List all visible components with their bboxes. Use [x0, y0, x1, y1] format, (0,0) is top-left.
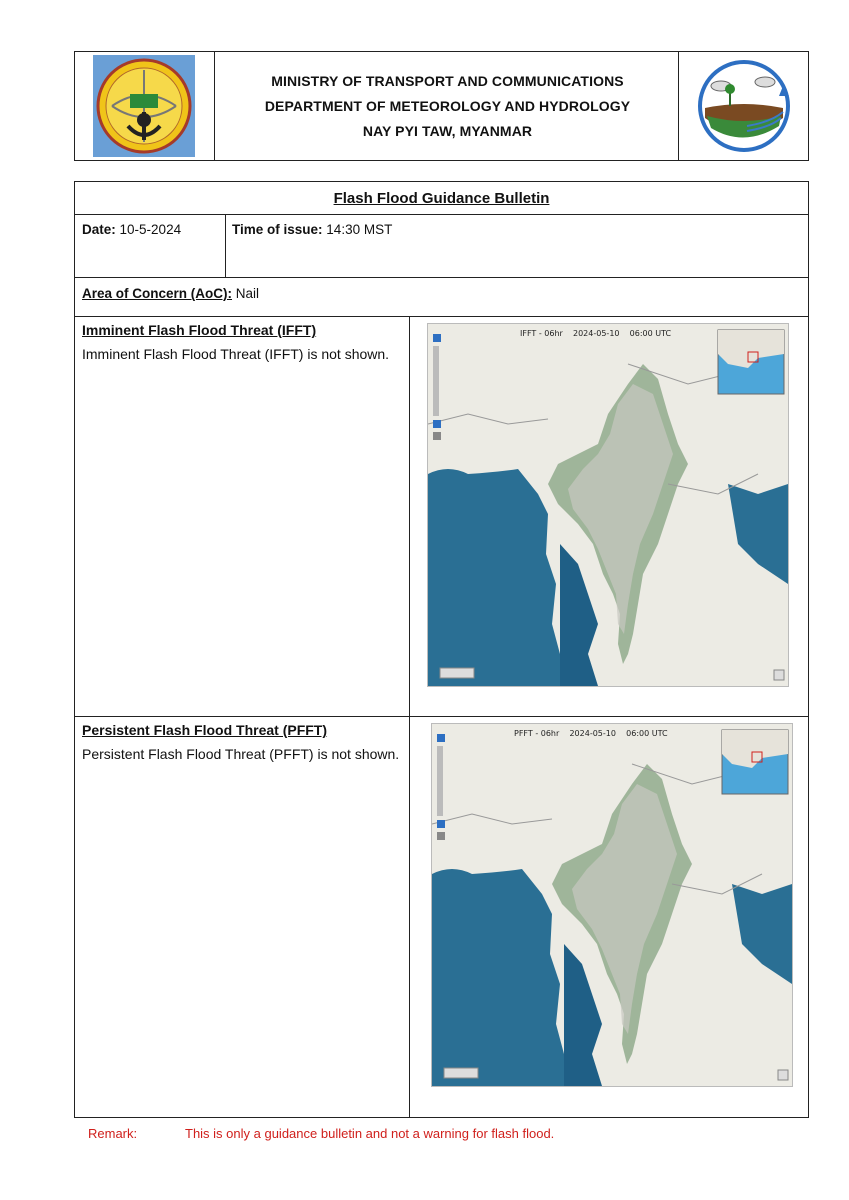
location-name: NAY PYI TAW, MYANMAR — [362, 122, 533, 139]
header-table — [74, 51, 809, 161]
ifft-map-time: 06:00 UTC — [629, 329, 672, 338]
pfft-map[interactable] — [431, 723, 793, 1087]
ministry-name: MINISTRY OF TRANSPORT AND COMMUNICATIONS — [271, 72, 624, 89]
header-title-cell — [215, 52, 680, 160]
date-value: 10-5-2024 — [119, 222, 182, 237]
pfft-map-title — [514, 729, 668, 738]
remark-label: Remark: — [88, 1126, 138, 1141]
dmh-water-cycle-icon — [691, 56, 797, 156]
ifft-map-product: IFFT - 06hr — [520, 329, 563, 338]
pfft-map-image — [432, 724, 792, 1086]
ifft-map[interactable] — [427, 323, 789, 687]
ifft-section-text: Imminent Flash Flood Threat (IFFT) is not shown. — [82, 346, 390, 362]
remark-text: This is only a guidance bulletin and not a warning for flash flood. — [185, 1126, 555, 1141]
date-label: Date: — [82, 222, 116, 237]
pfft-section-title: Persistent Flash Flood Threat (PFFT) — [82, 722, 328, 738]
bulletin-table — [74, 181, 809, 1118]
right-logo-cell — [678, 52, 808, 160]
bulletin-title: Flash Flood Guidance Bulletin — [333, 189, 550, 207]
ifft-map-image — [428, 324, 788, 686]
aoc-field — [82, 286, 259, 301]
pfft-map-date: 2024-05-10 — [569, 729, 616, 738]
pfft-map-product: PFFT - 06hr — [514, 729, 560, 738]
pfft-map-time: 06:00 UTC — [626, 729, 668, 738]
ifft-map-title — [520, 329, 671, 338]
aoc-label: Area of Concern (AoC): — [82, 286, 233, 301]
time-field — [232, 222, 392, 237]
ifft-section-title: Imminent Flash Flood Threat (IFFT) — [82, 322, 317, 338]
ifft-map-date: 2024-05-10 — [573, 329, 620, 338]
left-logo-cell — [75, 52, 215, 160]
pfft-section-text: Persistent Flash Flood Threat (PFFT) is not shown. — [82, 746, 400, 762]
aoc-value: Nail — [235, 286, 260, 301]
ministry-emblem-icon — [92, 54, 196, 158]
time-label: Time of issue: — [232, 222, 323, 237]
time-value: 14:30 MST — [326, 222, 393, 237]
date-field — [82, 222, 181, 237]
department-name: DEPARTMENT OF METEOROLOGY AND HYDROLOGY — [264, 97, 631, 114]
